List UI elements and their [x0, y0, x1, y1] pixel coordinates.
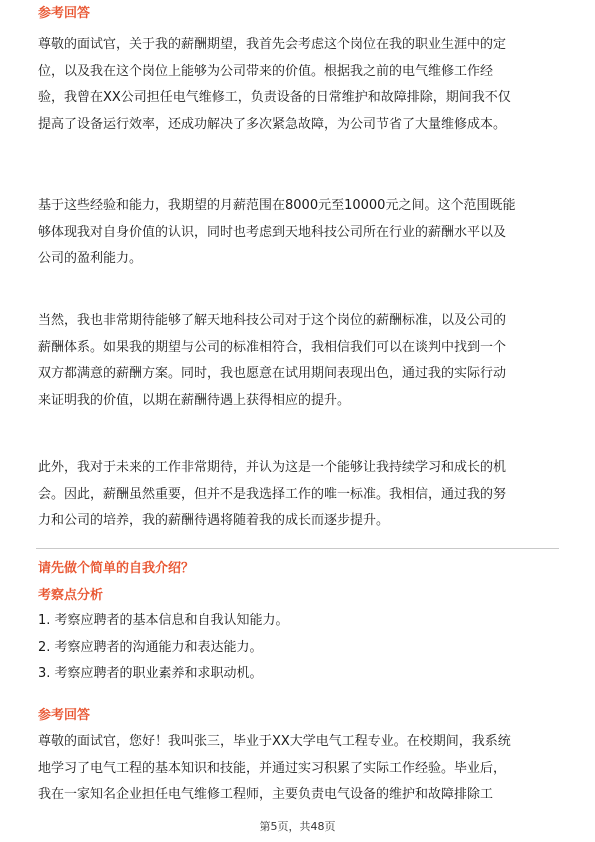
text-line: 来证明我的价值，以期在薪酬待遇上获得相应的提升。: [38, 392, 351, 408]
section-divider: [36, 548, 559, 549]
text-line: 尊敬的面试官，关于我的薪酬期望，我首先会考虑这个岗位在我的职业生涯中的定: [38, 37, 507, 52]
text-line: 基于这些经验和能力，我期望的月薪范围在8000元至10000元之间。这个范围既能: [38, 198, 516, 213]
list-item: 1. 考察应聘者的基本信息和自我认知能力。: [38, 613, 289, 628]
page-number: 第5页，共48页: [259, 820, 336, 833]
list-item: 2. 考察应聘者的沟通能力和表达能力。: [38, 639, 263, 655]
text-line: 提高了设备运行效率，还成功解决了多次紧急故障，为公司节省了大量维修成本。: [38, 116, 507, 132]
text-line: 薪酬体系。如果我的期望与公司的标准相符合，我相信我们可以在谈判中找到一个: [38, 339, 507, 355]
answer-heading: 参考回答: [38, 6, 91, 21]
text-line: 力和公司的培养，我的薪酬待遇将随着我的成长而逐步提升。: [38, 513, 390, 528]
answer-paragraph-2: [38, 193, 558, 273]
answer-paragraph-5: [38, 729, 558, 809]
text-line: 会。因此，薪酬虽然重要，但并不是我选择工作的唯一标准。我相信，通过我的努: [38, 486, 507, 502]
answer-paragraph-1: [38, 32, 558, 138]
list-item: 3. 考察应聘者的职业素养和求职动机。: [38, 666, 263, 681]
text-line: 此外，我对于未来的工作非常期待，并认为这是一个能够让我持续学习和成长的机: [38, 460, 507, 475]
analysis-list: [38, 608, 558, 688]
text-line: 够体现我对自身价值的认识，同时也考虑到天地科技公司所在行业的薪酬水平以及: [38, 224, 507, 240]
text-line: 我在一家知名企业担任电气维修工程师，主要负责电气设备的维护和故障排除工: [38, 787, 494, 802]
text-line: 位，以及我在这个岗位上能够为公司带来的价值。根据我之前的电气维修工作经: [38, 63, 494, 79]
answer-paragraph-4: [38, 455, 558, 535]
text-line: 尊敬的面试官，您好！我叫张三，毕业于XX大学电气工程专业。在校期间，我系统: [38, 734, 511, 749]
text-line: 当然，我也非常期待能够了解天地科技公司对于这个岗位的薪酬标准，以及公司的: [38, 313, 507, 328]
text-line: 地学习了电气工程的基本知识和技能，并通过实习积累了实际工作经验。毕业后，: [38, 760, 507, 776]
text-line: 公司的盈利能力。: [38, 251, 143, 266]
analysis-heading: 考察点分析: [38, 588, 104, 603]
question-heading: 请先做个简单的自我介绍？: [38, 561, 195, 576]
answer-paragraph-3: [38, 308, 558, 414]
text-line: 验，我曾在XX公司担任电气维修工，负责设备的日常维护和故障排除，期间我不仅: [38, 90, 511, 105]
text-line: 双方都满意的薪酬方案。同时，我也愿意在试用期间表现出色，通过我的实际行动: [38, 366, 507, 381]
answer-heading-2: 参考回答: [38, 708, 91, 723]
